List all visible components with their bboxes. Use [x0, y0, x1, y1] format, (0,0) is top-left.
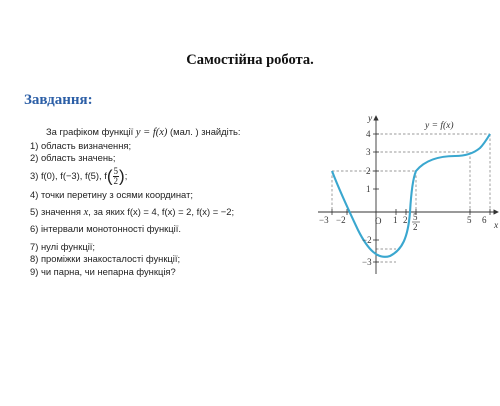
origin-label: O — [375, 216, 382, 226]
y-tick-label-4: 4 — [366, 129, 371, 139]
function-curve — [332, 134, 490, 257]
task-item-4: 4) точки перетину з осями координат; — [30, 188, 193, 200]
x-tick-label-1: 1 — [393, 215, 398, 225]
function-label: y = f(x) — [425, 121, 454, 131]
intro-prefix: За графіком функції — [46, 126, 134, 137]
fraction-numerator: 5 — [113, 165, 119, 176]
task-item-3-text: 3) f(0), f(−3), f(5), f — [30, 169, 107, 181]
x-tick-frac-den: 2 — [413, 222, 418, 232]
task-item-5-x: x — [83, 207, 89, 219]
page-title: Самостійна робота. — [186, 52, 314, 68]
task-heading: Завдання: — [24, 92, 93, 108]
y-tick-label-neg3: −3 — [362, 257, 372, 267]
x-tick-label-5: 5 — [467, 215, 472, 225]
task-item-6: 6) інтервали монотонності функції. — [30, 222, 181, 234]
task-item-5-prefix: 5) значення — [30, 206, 81, 218]
y-tick-label-1: 1 — [366, 184, 371, 194]
intro-formula: y = f(x) — [135, 127, 168, 138]
task-item-7: 7) нулі функції; — [30, 240, 95, 252]
task-item-3-end: ; — [124, 169, 128, 181]
task-item-2: 2) область значень; — [30, 152, 116, 164]
x-tick-frac-num: 5 — [413, 212, 418, 222]
fraction-denominator: 2 — [113, 175, 119, 186]
axis-x-label: x — [494, 221, 499, 231]
axis-y-label: y — [368, 114, 373, 124]
x-tick-label-2: 2 — [403, 215, 408, 225]
x-tick-label-neg2: −2 — [336, 215, 346, 225]
x-tick-label-neg3: −3 — [319, 215, 329, 225]
task-item-8: 8) проміжки знакосталості функції; — [30, 253, 181, 265]
task-item-9: 9) чи парна, чи непарна функція? — [30, 265, 176, 277]
y-tick-label-neg2: −2 — [362, 235, 372, 245]
task-item-3: 3) f(0), f(−3), f(5), f( $\frac{5}{2}$ ); — [30, 165, 128, 186]
task-item-5-suffix: , за яких f(x) = 4, f(x) = 2, f(x) = −2; — [88, 206, 235, 218]
intro-suffix: (мал. ) знайдіть: — [170, 126, 241, 137]
task-item-1: 1) область визначення; — [30, 139, 132, 151]
y-tick-label-3: 3 — [366, 147, 371, 157]
y-tick-label-2: 2 — [366, 166, 371, 176]
x-tick-label-6: 6 — [482, 215, 487, 225]
